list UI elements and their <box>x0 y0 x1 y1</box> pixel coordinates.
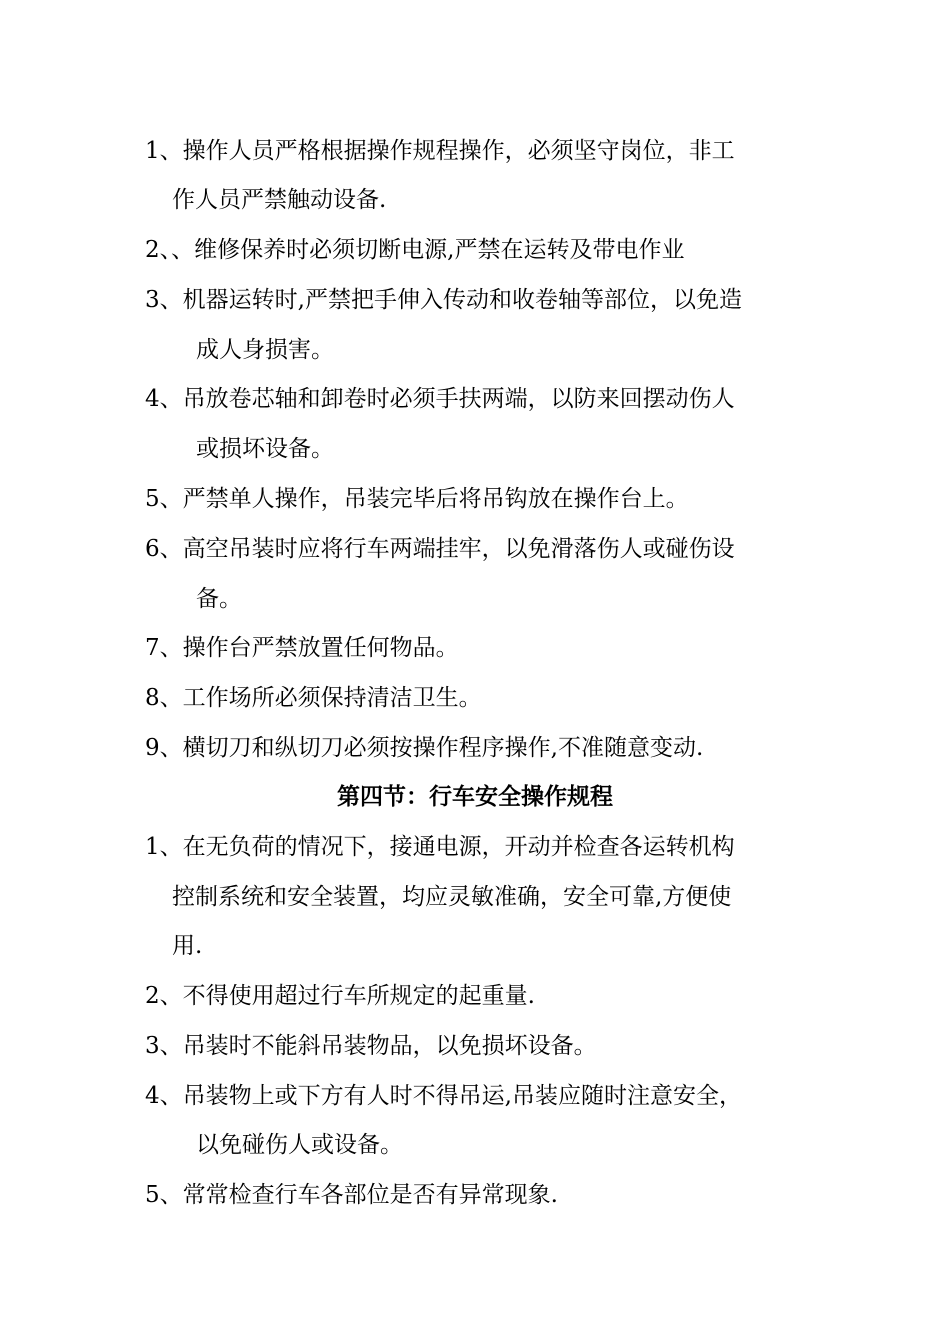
crane-rule-3-line-1: 3、吊装时不能斜吊装物品，以免损坏设备。 <box>145 1033 597 1059</box>
rule-8-line-1: 8、工作场所必须保持清洁卫生。 <box>145 685 482 711</box>
rule-6-line-1: 6、高空吊装时应将行车两端挂牢，以免滑落伤人或碰伤设 <box>145 536 735 562</box>
crane-rule-1-line-1: 1、在无负荷的情况下，接通电源，开动并检查各运转机构 <box>145 834 735 860</box>
rule-3-line-2: 成人身损害。 <box>196 337 334 363</box>
crane-rule-4-line-1: 4、吊装物上或下方有人时不得吊运,吊装应随时注意安全， <box>145 1083 742 1109</box>
crane-rule-4-line-2: 以免碰伤人或设备。 <box>196 1132 403 1158</box>
rule-6-line-2: 备。 <box>196 586 242 612</box>
rule-4-line-1: 4、吊放卷芯轴和卸卷时必须手扶两端，以防来回摆动伤人 <box>145 386 735 412</box>
rule-2-line-1: 2、、维修保养时必须切断电源,严禁在运转及带电作业 <box>145 237 685 263</box>
crane-rule-2-line-1: 2、不得使用超过行车所规定的起重量. <box>145 983 535 1009</box>
section-heading: 第四节：行车安全操作规程 <box>337 783 613 810</box>
rule-9-line-1: 9、横切刀和纵切刀必须按操作程序操作,不准随意变动. <box>145 735 704 761</box>
rule-5-line-1: 5、严禁单人操作，吊装完毕后将吊钩放在操作台上。 <box>145 486 689 512</box>
rule-7-line-1: 7、操作台严禁放置任何物品。 <box>145 635 459 661</box>
rule-1-line-2: 作人员严禁触动设备. <box>172 187 387 213</box>
rule-4-line-2: 或损坏设备。 <box>196 436 334 462</box>
crane-rule-5-line-1: 5、常常检查行车各部位是否有异常现象. <box>145 1182 558 1208</box>
crane-rule-1-line-2: 控制系统和安全装置，均应灵敏准确，安全可靠,方便使 <box>172 884 732 910</box>
rule-3-line-1: 3、机器运转时,严禁把手伸入传动和收卷轴等部位，以免造 <box>145 287 742 313</box>
crane-rule-1-line-3: 用. <box>172 933 203 959</box>
rule-1-line-1: 1、操作人员严格根据操作规程操作，必须坚守岗位，非工 <box>145 138 735 164</box>
